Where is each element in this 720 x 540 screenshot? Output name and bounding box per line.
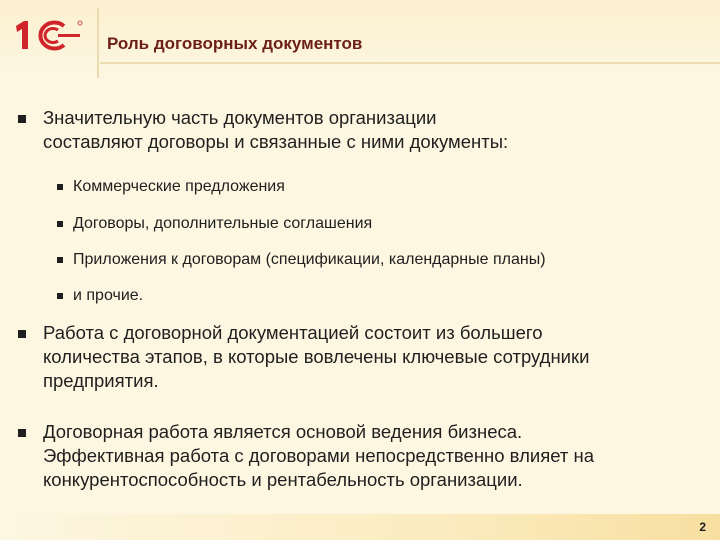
- text-line: Эффективная работа с договорами непосредственно влияет на: [43, 445, 595, 466]
- footer-band: [0, 514, 720, 540]
- bullet-text: [43, 106, 678, 154]
- square-sub-bullet-icon: [57, 257, 63, 263]
- page-number: 2: [699, 520, 706, 534]
- text-line: Договорная работа является основой ведения бизнеса.: [43, 421, 523, 442]
- square-sub-bullet-icon: [57, 293, 63, 299]
- bullet-text: [43, 420, 678, 492]
- sub-bullet-item: [57, 250, 697, 270]
- sub-bullet-item: [57, 286, 697, 306]
- sub-bullet-text: Приложения к договорам (спецификации, календарные планы): [73, 251, 546, 268]
- square-sub-bullet-icon: [57, 221, 63, 227]
- bullet-item-3: [18, 420, 678, 492]
- bullet-text: [43, 321, 678, 393]
- text-line: количества этапов, в которые вовлечены ключевые сотрудники: [43, 346, 590, 367]
- bullet-item-2: [18, 321, 678, 393]
- square-sub-bullet-icon: [57, 184, 63, 190]
- square-bullet-icon: [18, 429, 26, 437]
- text-line: предприятия.: [43, 370, 159, 391]
- square-bullet-icon: [18, 330, 26, 338]
- text-line: составляют договоры и связанные с ними документы:: [43, 131, 509, 152]
- sub-bullet-text: Коммерческие предложения: [73, 178, 285, 195]
- text-line: Значительную часть документов организации: [43, 107, 437, 128]
- sub-bullet-text: Договоры, дополнительные соглашения: [73, 215, 373, 232]
- sub-bullet-text: и прочие.: [73, 287, 144, 304]
- title-rule: [100, 62, 720, 64]
- text-line: конкурентоспособность и рентабельность организации.: [43, 469, 523, 490]
- sub-bullet-item: [57, 214, 697, 234]
- bullet-item-1: [18, 106, 678, 154]
- sub-bullet-item: [57, 177, 697, 197]
- logo-divider: [97, 8, 99, 78]
- logo-1c: [12, 18, 84, 52]
- text-line: Работа с договорной документацией состоит из большего: [43, 322, 543, 343]
- page-title: Роль договорных документов: [107, 34, 363, 53]
- square-bullet-icon: [18, 115, 26, 123]
